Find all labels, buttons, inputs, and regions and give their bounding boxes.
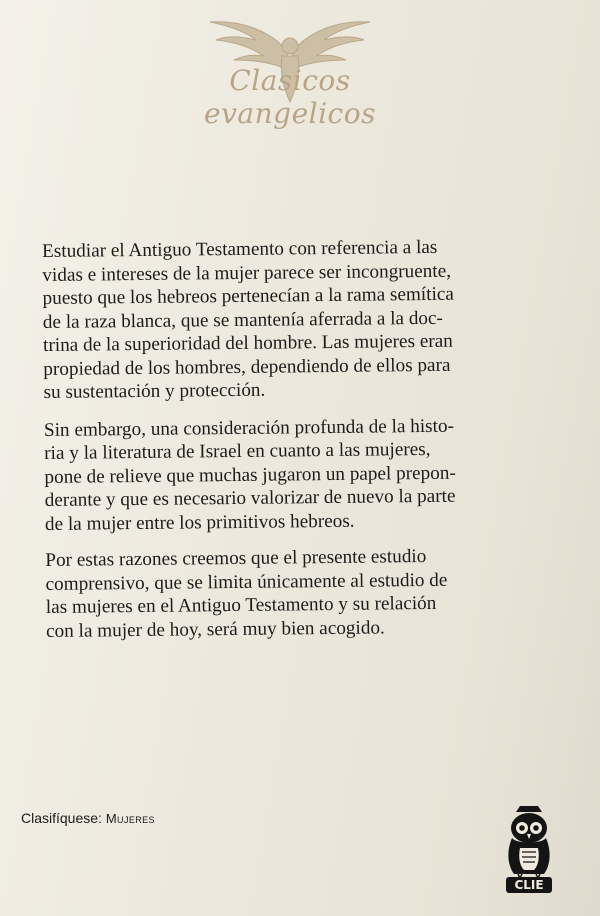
text-line: derante y que es necesario valorizar de nuevo la parte bbox=[44, 485, 456, 511]
text-line: de la raza blanca, que se mantenía aferrada a la doc- bbox=[42, 307, 443, 333]
text-line: su sustentación y protección. bbox=[43, 379, 266, 403]
text-line: Por estas razones creemos que el presente estudio bbox=[45, 545, 427, 571]
classification-label: Clasifíquese: bbox=[21, 810, 102, 826]
publisher-logo bbox=[498, 804, 560, 894]
text-line: pone de relieve que muchas jugaron un papel prepon- bbox=[44, 462, 456, 488]
blurb-paragraph-2 bbox=[44, 413, 541, 536]
text-line: propiedad de los hombres, dependiendo de ellos para bbox=[43, 354, 451, 380]
blurb-paragraph-1 bbox=[42, 235, 540, 405]
classification-category: Mujeres bbox=[105, 811, 155, 826]
publisher-name: CLIE bbox=[514, 878, 544, 892]
text-line: vidas e intereses de la mujer parece ser incongruente, bbox=[42, 260, 452, 286]
text-line: trina de la superioridad del hombre. Las mujeres eran bbox=[42, 330, 453, 356]
series-logo bbox=[140, 12, 440, 130]
classification bbox=[21, 810, 155, 826]
series-title: Clasicos evangelicos bbox=[204, 64, 376, 130]
text-line: puesto que los hebreos pertenecían a la rama semítica bbox=[42, 283, 454, 309]
blurb-paragraph-3 bbox=[45, 544, 542, 643]
blurb-text bbox=[42, 235, 542, 643]
text-line: las mujeres en el Antiguo Testamento y su relación bbox=[45, 592, 437, 618]
text-line: Sin embargo, una consideración profunda de la histo- bbox=[43, 415, 455, 441]
text-line: ria y la literatura de Israel en cuanto a las mujeres, bbox=[44, 438, 431, 464]
text-line: de la mujer entre los primitivos hebreos. bbox=[44, 510, 355, 535]
text-line: con la mujer de hoy, será muy bien acogido. bbox=[45, 616, 385, 642]
text-line: comprensivo, que se limita únicamente al estudio de bbox=[45, 569, 448, 595]
text-line: Estudiar el Antiguo Testamento con referencia a las bbox=[42, 236, 438, 262]
